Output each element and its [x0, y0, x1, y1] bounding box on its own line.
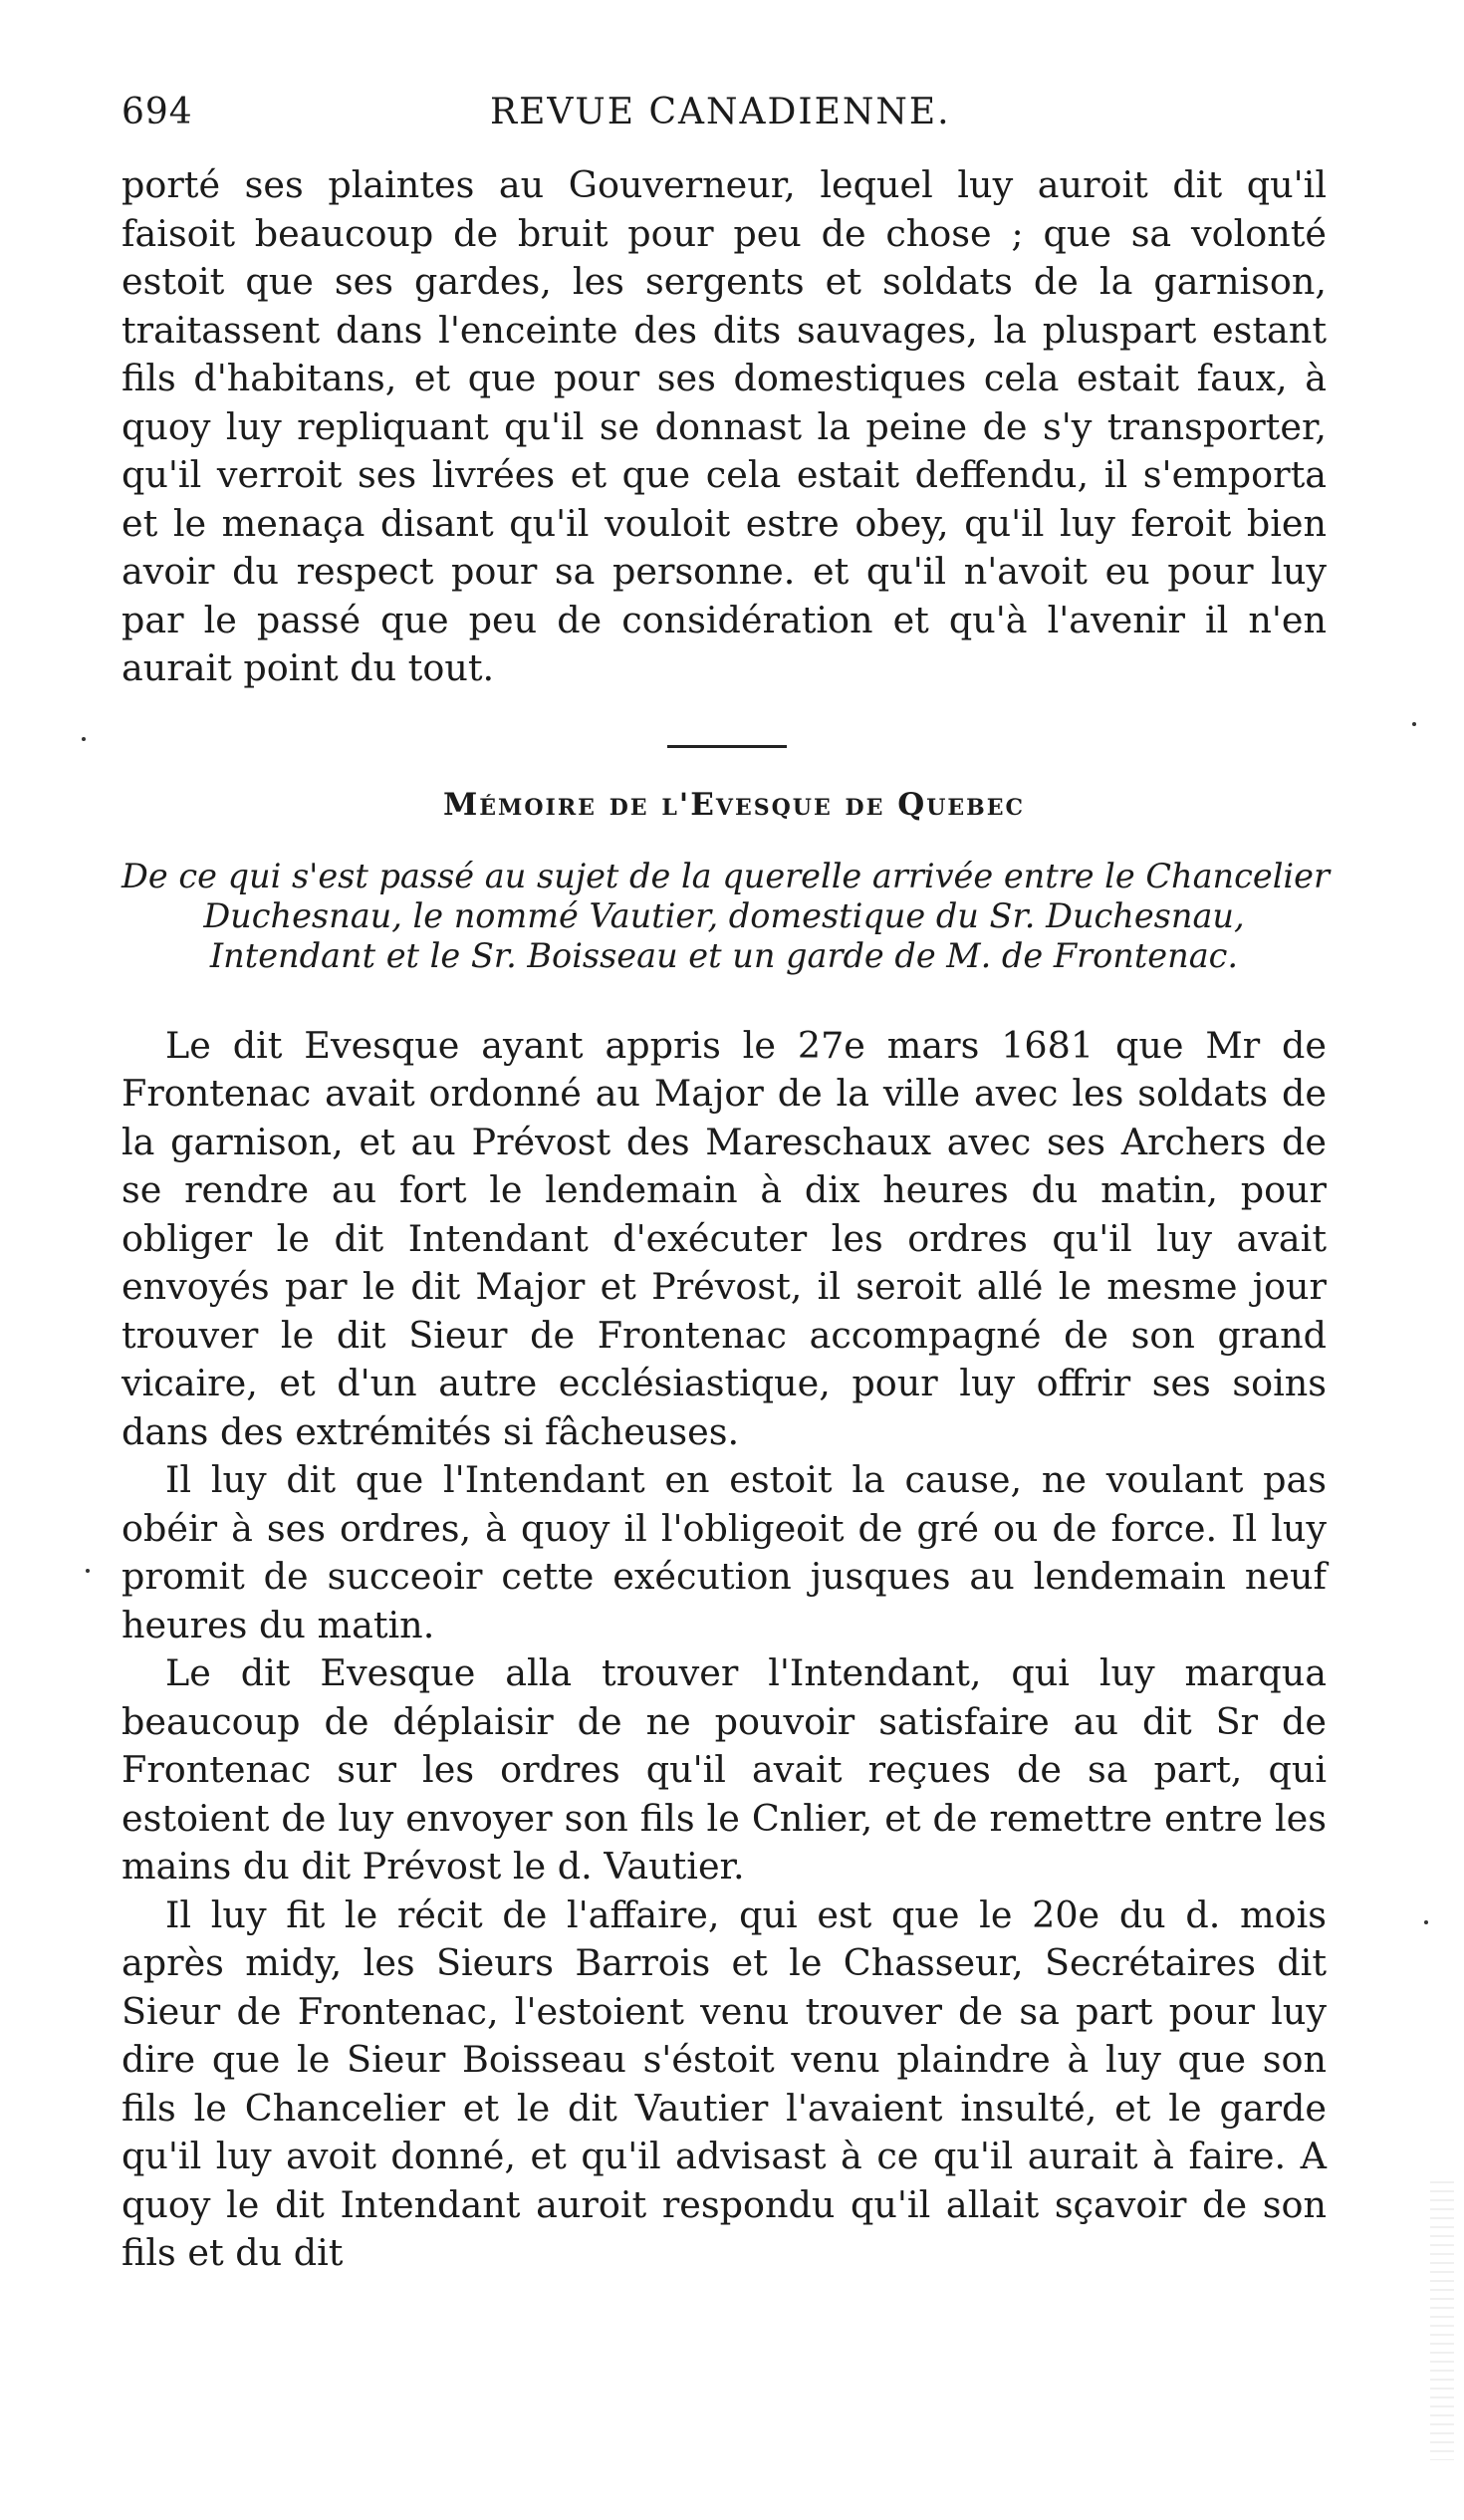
memo-subtitle-line: Duchesnau, le nommé Vautier, domestique du Sr. Duchesnau,: [203, 895, 1245, 935]
memo-body: [122, 1022, 1327, 2278]
scan-speck: [82, 737, 86, 741]
memo-paragraph: Le dit Evesque ayant appris le 27e mars 1681 que Mr de Frontenac avait ordonné au Major de la ville avec les soldats de la garnison, et au Prévost des Mareschaux avec ses Archers de se rendre au fort le lendemain à dix heures du matin, pour obliger le dit Intendant d'exécuter les ordres qu'il luy avait envoyés par le dit Major et Prévost, il seroit allé le mesme jour trouver le dit Sieur de Frontenac accompagné de son grand vicaire, et d'un autre ecclésiastique, pour luy offrir ses soins dans des extrémités si fâcheuses.: [122, 1023, 1327, 1453]
memo-subtitle-line: Intendant et le Sr. Boisseau et un garde de M. de Frontenac.: [209, 935, 1239, 975]
page-content: [122, 92, 1330, 2278]
memo-paragraph: Il luy fit le récit de l'affaire, qui est que le 20e du d. mois après midy, les Sieurs Barrois et le Chasseur, Secrétaires dit Sieur de Frontenac, l'estoient venu trouver de sa part pour luy dire que le Sieur Boisseau s'éstoit venu plaindre à luy que son fils le Chancelier et le dit Vautier l'avaient insulté, et le garde qu'il luy avoit donné, et qu'il advisast à ce qu'il aurait à faire. A quoy le dit Intendant auroit respondu qu'il allait sçavoir de son fils et du dit: [122, 1892, 1327, 2274]
opening-paragraph: porté ses plaintes au Gouverneur, lequel luy auroit dit qu'il faisoit beaucoup de bruit pour peu de chose ; que sa volonté estoit que ses gardes, les sergents et soldats de la garnison, traitassent dans l'enceinte des dits sauvages, la pluspart estant fils d'habitans, et que pour ses domestiques cela estait faux, à quoy luy repliquant qu'il se donnast la peine de s'y transporter, qu'il verroit ses livrées et que cela estait deffendu, il s'emporta et le menaça disant qu'il vouloit estre obey, qu'il luy feroit bien avoir du respect pour sa personne. et qu'il n'avoit eu pour luy par le passé que peu de considération et qu'à l'avenir il n'en aurait point du tout.: [122, 163, 1327, 689]
memo-subtitle: [122, 856, 1330, 976]
scan-edge-noise: [1430, 2181, 1454, 2460]
page-number: 694: [122, 92, 193, 132]
scan-speck: [86, 1569, 90, 1573]
journal-title: REVUE CANADIENNE.: [490, 92, 951, 132]
scan-speck: [1424, 1920, 1428, 1924]
memo-subtitle-line: De ce qui s'est passé au sujet de la querelle arrivée entre le Chancelier: [122, 856, 1330, 895]
running-head: [122, 92, 1327, 161]
section-divider: [122, 693, 1327, 787]
divider-rule: [667, 745, 787, 748]
memo-title: Mémoire de l'Evesque de Quebec: [442, 786, 1026, 823]
scan-speck: [1412, 722, 1416, 726]
memo-paragraph: Le dit Evesque alla trouver l'Intendant, qui luy marqua beaucoup de déplaisir de ne pouvoir satisfaire au dit Sr de Frontenac sur les ordres qu'il avait reçues de sa part, qui estoient de luy envoyer son fils le Cnlier, et de remettre entre les mains du dit Prévost le d. Vautier.: [122, 1651, 1327, 1888]
body-text: [122, 161, 1327, 693]
memo-paragraph: Il luy dit que l'Intendant en estoit la cause, ne voulant pas obéir à ses ordres, à quoy il l'obligeoit de gré ou de force. Il luy promit de succeoir cette exécution jusques au lendemain neuf heures du matin.: [122, 1458, 1327, 1646]
